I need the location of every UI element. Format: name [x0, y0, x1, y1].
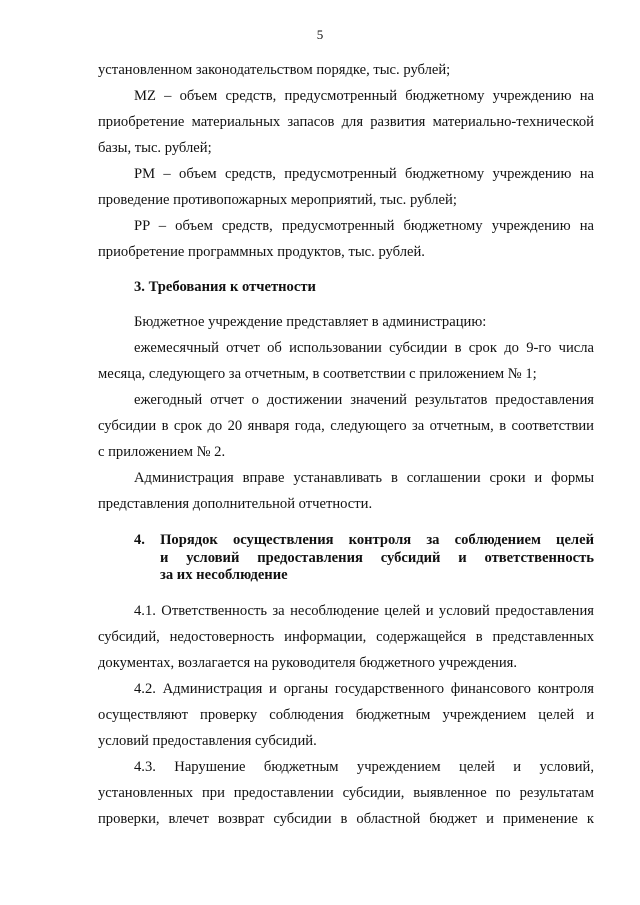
- text-line: субсидий, недостоверность информации, содержащейся в представленных: [98, 629, 594, 645]
- section-heading: 4. Порядок осуществления контроля за соблюдением целей: [134, 532, 594, 548]
- text-line: субсидии в срок до 20 января года, следующего за отчетным, в соответствии: [98, 418, 594, 434]
- text-line: ежегодный отчет о достижении значений результатов предоставления: [134, 392, 594, 408]
- section-heading: за их несоблюдение: [160, 567, 288, 583]
- text-line: MZ – объем средств, предусмотренный бюджетному учреждению на: [134, 88, 594, 104]
- text-line: 4.2. Администрация и органы государственного финансового контроля: [134, 681, 594, 697]
- text-line: PP – объем средств, предусмотренный бюджетному учреждению на: [134, 218, 594, 234]
- text-line: месяца, следующего за отчетным, в соответствии с приложением № 1;: [98, 366, 537, 382]
- text-line: PM – объем средств, предусмотренный бюджетному учреждению на: [134, 166, 594, 182]
- text-line: осуществляют проверку соблюдения бюджетным учреждением целей и: [98, 707, 594, 723]
- text-line: документах, возлагается на руководителя бюджетного учреждения.: [98, 655, 517, 671]
- text-line: установленном законодательством порядке, тыс. рублей;: [98, 62, 451, 78]
- text-line: представления дополнительной отчетности.: [98, 496, 373, 512]
- text-line: с приложением № 2.: [98, 444, 226, 460]
- text-line: установленных при предоставлении субсидии, выявленное по результатам: [98, 785, 594, 801]
- text-line: 4.3. Нарушение бюджетным учреждением целей и условий,: [134, 759, 594, 775]
- text-line: приобретение материальных запасов для развития материально-технической: [98, 114, 594, 130]
- text-line: условий предоставления субсидий.: [98, 733, 317, 749]
- text-line: приобретение программных продуктов, тыс. рублей.: [98, 244, 425, 260]
- text-line: Администрация вправе устанавливать в соглашении сроки и формы: [134, 470, 594, 486]
- text-line: Бюджетное учреждение представляет в администрацию:: [134, 314, 487, 330]
- text-line: 4.1. Ответственность за несоблюдение целей и условий предоставления: [134, 603, 594, 619]
- section-heading: и условий предоставления субсидий и ответственность: [160, 550, 594, 566]
- page-number: 5: [316, 27, 324, 42]
- text-line: проведение противопожарных мероприятий, тыс. рублей;: [98, 192, 457, 208]
- text-line: базы, тыс. рублей;: [98, 140, 212, 156]
- text-line: проверки, влечет возврат субсидии в областной бюджет и применение к: [98, 811, 594, 827]
- text-line: ежемесячный отчет об использовании субсидии в срок до 9-го числа: [134, 340, 594, 356]
- section-heading: 3. Требования к отчетности: [134, 279, 316, 295]
